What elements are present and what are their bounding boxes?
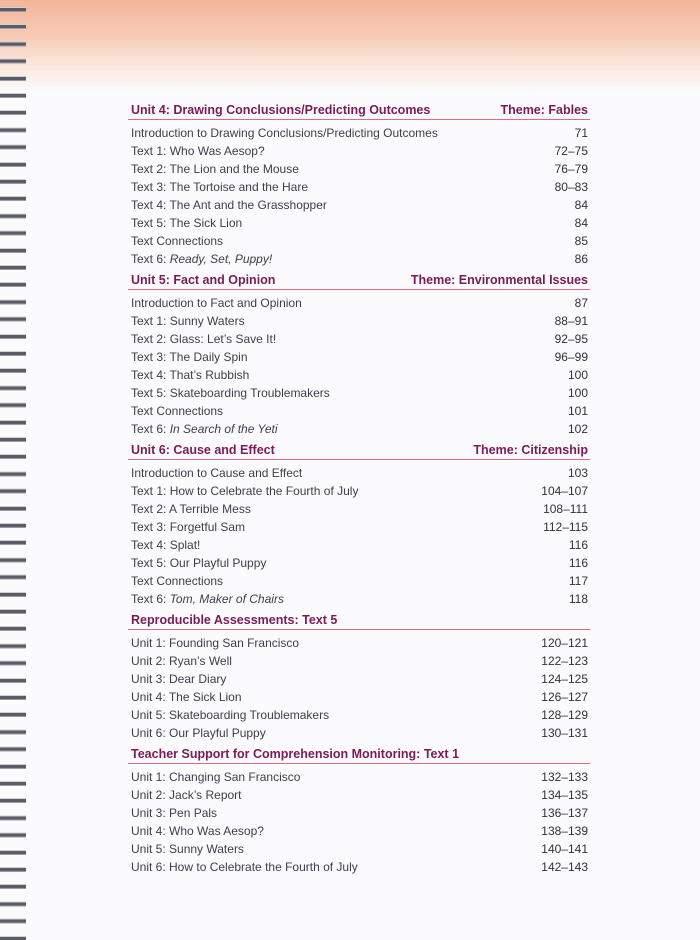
entry-page-number: 86	[574, 252, 588, 266]
toc-entry	[128, 366, 590, 384]
entry-page-number: 100	[567, 368, 588, 382]
entry-label	[131, 788, 242, 802]
entry-page-number: 132–133	[541, 770, 588, 784]
section-heading	[128, 438, 590, 460]
entry-title: How to Celebrate the Fourth of July	[169, 484, 359, 498]
entry-page-number: 112–115	[543, 520, 588, 534]
section-heading	[128, 608, 590, 630]
toc-entry	[128, 822, 590, 840]
entry-page-number: 84	[574, 198, 588, 212]
toc-entry	[128, 464, 590, 482]
entry-page-number: 72–75	[554, 144, 588, 158]
entry-page-number: 140–141	[541, 842, 588, 856]
entry-prefix: Text 4:	[131, 368, 170, 382]
entry-prefix: Unit 1:	[131, 770, 170, 784]
entry-prefix: Text 2:	[131, 332, 170, 346]
toc-section	[128, 742, 590, 876]
section-heading	[128, 268, 590, 290]
toc-entry	[128, 312, 590, 330]
entry-page-number: 126–127	[541, 690, 588, 704]
entry-page-number: 130–131	[541, 726, 588, 740]
entry-page-number: 136–137	[541, 806, 588, 820]
entry-label	[131, 592, 284, 606]
toc-entry	[128, 572, 590, 590]
entry-label	[131, 502, 251, 516]
entry-page-number: 92–95	[554, 332, 588, 346]
entry-page-number: 88–91	[554, 314, 588, 328]
entry-prefix: Text Connections	[131, 404, 224, 418]
entry-page-number: 116	[568, 538, 588, 552]
toc-entry	[128, 214, 590, 232]
section-theme: Theme: Fables	[500, 103, 588, 117]
entry-prefix: Text 5:	[131, 556, 170, 570]
entry-title: Who Was Aesop?	[169, 824, 264, 838]
entry-title: How to Celebrate the Fourth of July	[169, 860, 358, 874]
entry-prefix: Introduction to Drawing Conclusions/Predicting Outcomes	[131, 126, 438, 140]
entry-label	[131, 842, 244, 856]
entry-prefix: Text 6:	[131, 422, 170, 436]
entry-label	[131, 708, 329, 722]
toc-entry	[128, 500, 590, 518]
entry-label	[131, 332, 276, 346]
entry-title: The Sick Lion	[169, 216, 243, 230]
entry-title: Tom, Maker of Chairs	[169, 592, 284, 606]
toc-entry	[128, 294, 590, 312]
toc-entry	[128, 482, 590, 500]
entry-page-number: 101	[567, 404, 588, 418]
entry-label	[131, 636, 299, 650]
entry-page-number: 108–111	[543, 502, 588, 516]
entry-title: Who Was Aesop?	[169, 144, 265, 158]
entry-prefix: Text 6:	[131, 252, 170, 266]
entry-page-number: 102	[567, 422, 588, 436]
entry-title: Skateboarding Troublemakers	[169, 708, 330, 722]
entry-prefix: Unit 4:	[131, 824, 170, 838]
spiral-binding	[0, 0, 26, 940]
toc-entry	[128, 536, 590, 554]
toc-entry	[128, 232, 590, 250]
toc-entry	[128, 142, 590, 160]
entry-label	[131, 654, 232, 668]
entry-prefix: Text Connections	[131, 234, 224, 248]
entry-title: The Ant and the Grasshopper	[169, 198, 327, 212]
entry-prefix: Unit 4:	[131, 690, 169, 704]
toc-entry	[128, 554, 590, 572]
entry-title: The Tortoise and the Hare	[169, 180, 308, 194]
entry-prefix: Text 6:	[131, 592, 170, 606]
entry-title: Founding San Francisco	[169, 636, 300, 650]
toc-entry	[128, 670, 590, 688]
entry-title: A Terrible Mess	[169, 502, 251, 516]
entry-title: That’s Rubbish	[169, 368, 250, 382]
entry-prefix: Text 4:	[131, 538, 170, 552]
entry-label	[131, 690, 242, 704]
entry-prefix: Unit 3:	[131, 672, 170, 686]
entry-title: Our Playful Puppy	[169, 726, 266, 740]
toc-entry	[128, 858, 590, 876]
entry-label	[131, 422, 278, 436]
toc-entry	[128, 518, 590, 536]
entry-label	[131, 216, 242, 230]
toc-entry	[128, 688, 590, 706]
table-of-contents	[128, 98, 590, 876]
entry-label	[131, 234, 223, 248]
entry-page-number: 85	[574, 234, 588, 248]
toc-entry	[128, 804, 590, 822]
toc-entry	[128, 786, 590, 804]
entry-label	[131, 466, 302, 480]
entry-label	[131, 556, 266, 570]
section-theme: Theme: Environmental Issues	[410, 273, 588, 287]
toc-section	[128, 608, 590, 742]
entry-title: Skateboarding Troublemakers	[169, 386, 330, 400]
entry-page-number: 118	[568, 592, 588, 606]
entry-label	[131, 824, 264, 838]
entry-label	[131, 404, 223, 418]
entry-prefix: Text 5:	[131, 386, 170, 400]
toc-entry	[128, 724, 590, 742]
entry-title: Jack’s Report	[169, 788, 242, 802]
entry-label	[131, 770, 300, 784]
entry-prefix: Introduction to Fact and Opinion	[131, 296, 302, 310]
entry-title: Ready, Set, Puppy!	[169, 252, 273, 266]
entry-prefix: Unit 2:	[131, 654, 170, 668]
toc-section	[128, 268, 590, 438]
toc-entry	[128, 840, 590, 858]
toc-entry	[128, 590, 590, 608]
section-heading	[128, 98, 590, 120]
entry-title: The Lion and the Mouse	[169, 162, 299, 176]
toc-entry	[128, 768, 590, 786]
entry-page-number: 128–129	[541, 708, 588, 722]
entry-prefix: Text Connections	[131, 574, 224, 588]
section-theme: Theme: Citizenship	[473, 443, 588, 457]
entry-label	[131, 350, 248, 364]
entry-page-number: 120–121	[541, 636, 588, 650]
entry-prefix: Text 1:	[131, 484, 170, 498]
entry-page-number: 96–99	[554, 350, 588, 364]
entry-prefix: Text 5:	[131, 216, 170, 230]
entry-label	[131, 314, 245, 328]
section-heading	[128, 742, 590, 764]
entry-title: Sunny Waters	[169, 842, 244, 856]
section-title: Unit 5: Fact and Opinion	[131, 273, 276, 287]
toc-entry	[128, 348, 590, 366]
entry-prefix: Text 1:	[131, 314, 170, 328]
entry-title: In Search of the Yeti	[169, 422, 278, 436]
entry-title: Sunny Waters	[169, 314, 245, 328]
entry-label	[131, 126, 438, 140]
entry-prefix: Unit 6:	[131, 860, 170, 874]
entry-page-number: 76–79	[554, 162, 588, 176]
section-title: Reproducible Assessments: Text 5	[131, 613, 338, 627]
page-header-band	[0, 0, 700, 92]
toc-entry	[128, 384, 590, 402]
toc-entry	[128, 124, 590, 142]
entry-label	[131, 520, 245, 534]
toc-section	[128, 438, 590, 608]
entry-label	[131, 538, 200, 552]
entry-label	[131, 180, 308, 194]
toc-entry	[128, 178, 590, 196]
entry-page-number: 84	[574, 216, 588, 230]
section-title: Unit 6: Cause and Effect	[131, 443, 275, 457]
entry-page-number: 80–83	[554, 180, 588, 194]
entry-prefix: Introduction to Cause and Effect	[131, 466, 303, 480]
entry-page-number: 142–143	[541, 860, 588, 874]
entry-prefix: Text 4:	[131, 198, 170, 212]
entry-prefix: Text 3:	[131, 520, 170, 534]
entry-label	[131, 806, 217, 820]
toc-entry	[128, 160, 590, 178]
entry-page-number: 122–123	[541, 654, 588, 668]
entry-prefix: Unit 6:	[131, 726, 170, 740]
toc-entry	[128, 250, 590, 268]
entry-title: Our Playful Puppy	[169, 556, 267, 570]
entry-title: Changing San Francisco	[169, 770, 301, 784]
entry-page-number: 104–107	[541, 484, 588, 498]
entry-page-number: 100	[567, 386, 588, 400]
toc-entry	[128, 196, 590, 214]
entry-label	[131, 296, 302, 310]
entry-label	[131, 368, 249, 382]
entry-title: Pen Pals	[169, 806, 218, 820]
entry-page-number: 103	[567, 466, 588, 480]
entry-title: Glass: Let’s Save It!	[169, 332, 277, 346]
entry-prefix: Unit 2:	[131, 788, 170, 802]
entry-prefix: Text 2:	[131, 502, 170, 516]
toc-entry	[128, 706, 590, 724]
entry-page-number: 124–125	[541, 672, 588, 686]
entry-label	[131, 252, 272, 266]
entry-prefix: Text 3:	[131, 350, 170, 364]
entry-page-number: 71	[574, 126, 588, 140]
entry-page-number: 87	[574, 296, 588, 310]
section-title: Teacher Support for Comprehension Monitoring: Text 1	[131, 747, 460, 761]
entry-title: Splat!	[169, 538, 201, 552]
toc-entry	[128, 634, 590, 652]
entry-title: Dear Diary	[169, 672, 227, 686]
entry-label	[131, 162, 299, 176]
entry-title: The Sick Lion	[168, 690, 242, 704]
entry-prefix: Unit 5:	[131, 842, 170, 856]
entry-title: Forgetful Sam	[169, 520, 246, 534]
entry-title: The Daily Spin	[169, 350, 248, 364]
entry-label	[131, 484, 358, 498]
entry-page-number: 117	[568, 574, 588, 588]
entry-page-number: 116	[568, 556, 588, 570]
entry-label	[131, 672, 226, 686]
toc-section	[128, 98, 590, 268]
toc-entry	[128, 420, 590, 438]
toc-entry	[128, 330, 590, 348]
entry-label	[131, 386, 330, 400]
entry-prefix: Text 2:	[131, 162, 170, 176]
entry-page-number: 138–139	[541, 824, 588, 838]
entry-title: Ryan’s Well	[169, 654, 232, 668]
entry-prefix: Unit 1:	[131, 636, 170, 650]
entry-label	[131, 726, 266, 740]
entry-page-number: 134–135	[541, 788, 588, 802]
entry-label	[131, 860, 358, 874]
section-title: Unit 4: Drawing Conclusions/Predicting Outcomes	[131, 103, 431, 117]
toc-entry	[128, 652, 590, 670]
entry-label	[131, 144, 265, 158]
entry-label	[131, 198, 327, 212]
entry-prefix: Unit 3:	[131, 806, 170, 820]
entry-prefix: Unit 5:	[131, 708, 170, 722]
toc-entry	[128, 402, 590, 420]
entry-prefix: Text 1:	[131, 144, 170, 158]
entry-prefix: Text 3:	[131, 180, 170, 194]
entry-label	[131, 574, 223, 588]
